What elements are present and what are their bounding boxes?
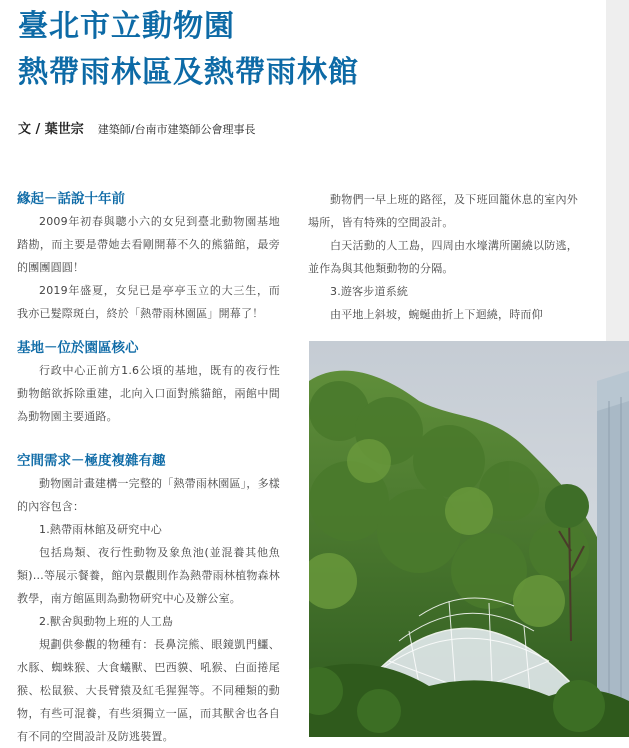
text-column-left xyxy=(17,188,280,748)
title-line-1: 臺北市立動物園 xyxy=(18,9,235,44)
paragraph: 2009年初春與聰小六的女兒到臺北動物園基地踏勘，而主要是帶她去看剛開幕不久的熊貓館，最旁的團團圓圓！ xyxy=(17,215,280,274)
list-heading: 2.獸舍與動物上班的人工島 xyxy=(39,615,174,628)
paragraph: 2019年盛夏，女兒已是亭亭玉立的大三生，而我亦已髮際斑白，終於「熱帶雨林園區」開幕了！ xyxy=(17,284,280,320)
list-heading: 3.遊客步道系統 xyxy=(330,285,409,298)
byline xyxy=(18,118,256,137)
photo-illustration xyxy=(309,341,629,737)
paragraph: 規劃供參觀的物種有：長鼻浣熊、眼鏡凱門鱷、水豚、蜘蛛猴、大食蟻獸、巴西貘、吼猴、白面捲尾猴、松鼠猴、大長臂猿及紅毛猩猩等。不同種類的動物，有些可混養，有些須獨立一區，而其獸舍也各自有不同的空間設計及防逃裝置。 xyxy=(17,638,280,743)
section-heading-space: 空間需求－極度複雜有趣 xyxy=(17,453,166,469)
paragraph: 包括鳥類、夜行性動物及象魚池(並混養其他魚類)…等展示餐養，館內景觀則作為熱帶雨林植物森林教學，南方館區則為動物研究中心及辦公室。 xyxy=(17,546,280,605)
author-name: 文 / 葉世宗 xyxy=(18,122,84,137)
paragraph: 動物們一早上班的路徑，及下班回籠休息的室內外場所，皆有特殊的空間設計。 xyxy=(308,193,578,229)
author-role: 建築師/台南市建築師公會理事長 xyxy=(97,123,256,136)
rainforest-dome-photo xyxy=(309,341,629,737)
text-column-right xyxy=(308,188,578,326)
paragraph: 動物園計畫建構一完整的「熱帶雨林園區」，多樣的內容包含： xyxy=(17,477,280,513)
title-line-2: 熱帶雨林區及熱帶雨林館 xyxy=(18,55,359,90)
section-heading-origin: 緣起－話說十年前 xyxy=(17,191,125,207)
paragraph: 由平地上斜坡，蜿蜒曲折上下迴繞，時而仰 xyxy=(330,308,543,321)
list-heading: 1.熱帶雨林館及研究中心 xyxy=(39,523,162,536)
paragraph: 行政中心正前方1.6公頃的基地，既有的夜行性動物館欲拆除重建，北向入口面對熊貓館，兩館中間為動物園主要通路。 xyxy=(17,364,280,423)
article-title xyxy=(18,4,359,96)
paragraph: 白天活動的人工島，四周由水壕溝所圍繞以防逃，並作為與其他類動物的分隔。 xyxy=(308,239,578,275)
section-heading-site: 基地－位於園區核心 xyxy=(17,340,139,356)
